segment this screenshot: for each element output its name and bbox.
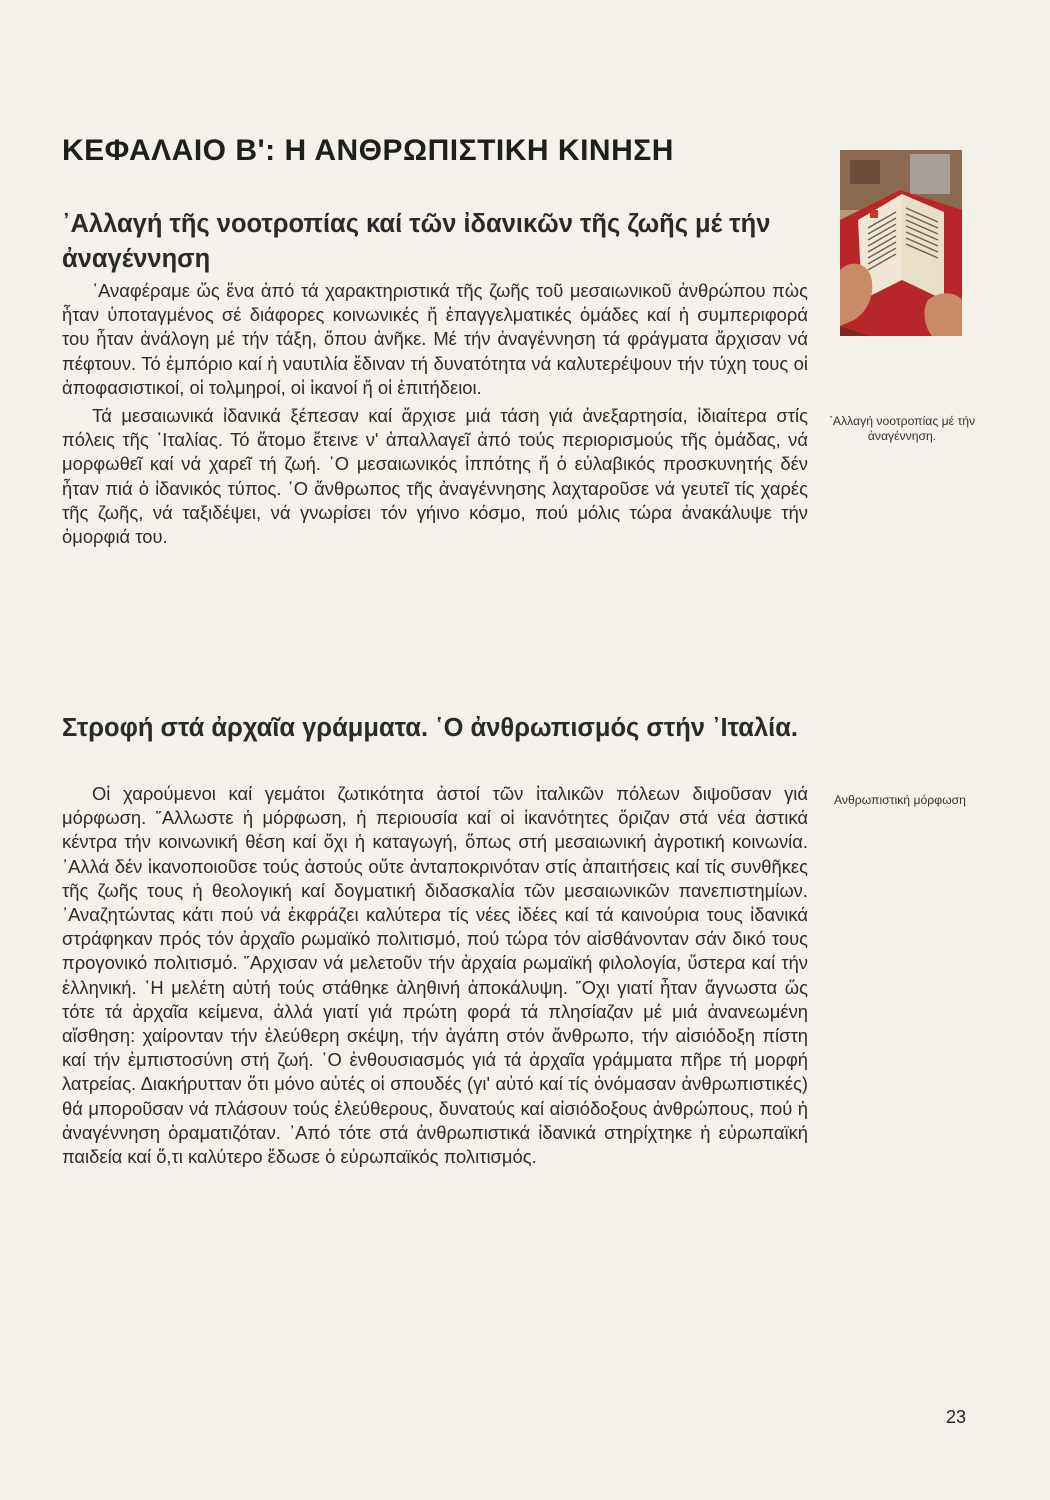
figure-caption: ᾿Αλλαγή νοοτροπίας μέ τήν ἀναγέννηση.: [828, 414, 976, 443]
paragraph: Οἱ χαρούμενοι καί γεμάτοι ζωτικότητα ἀστοί τῶν ἰταλικῶν πόλεων διψοῦσαν γιά μόρφωση. ῎Αλλωστε ἡ μόρφωση, ἡ περιουσία καί οἱ ἱκανότητες ὅριζαν στά νέα ἀστικά κέντρα τήν κοινωνική θέση καί ὄχι ἡ καταγωγή, ὅπως στή μεσαιωνική ἀγροτική κοινωνία. ᾿Αλλά δέν ἱκανοποιοῦσε τούς ἀστούς οὔτε ἀνταποκρινόταν στίς ἀπαιτήσεις καί τίς συνθῆκες τῆς ζωῆς τους ἡ θεολογική καί δογματική διδασκαλία τῶν μεσαιωνικῶν πανεπιστημίων. ᾿Αναζητώντας κάτι πού νά ἐκφράζει καλύτερα τίς νέες ἰδέες καί τά καινούρια τους ἰδανικά στράφηκαν πρός τόν ἀρχαῖο ρωμαϊκό πολιτισμό, πού τώρα τόν αἰσθάνονταν σάν δικό τους προγονικό πολιτισμό. ῎Αρχισαν νά μελετοῦν τήν ἀρχαία ρωμαϊκή φιλολογία, ὕστερα καί τήν ἑλληνική. ῾Η μελέτη αὐτή τούς στάθηκε ἀληθινή ἀποκάλυψη. ῎Οχι γιατί ἦταν ἄγνωστα ὥς τότε τά ἀρχαῖα κείμενα, ἀλλά γιατί γιά πρώτη φορά τά πλησίαζαν μέ μιά ἀνανεωμένη αἴσθηση: χαίρονταν τήν ἐλεύθερη σκέψη, τήν ἀγάπη στόν ἄνθρωπο, τήν αἰσιόδοξη πίστη καί τήν ἐμπιστοσύνη στή ζωή. ῾Ο ἐνθουσιασμός γιά τά ἀρχαῖα γράμματα πῆρε τή μορφή λατρείας. Διακήρυτταν ὅτι μόνο αὐτές οἱ σπουδές (γι' αὐτό καί τίς ὀνόμασαν ἀνθρωπιστικές) θά μποροῦσαν νά πλάσουν τούς ἐλεύθερους, δυνατούς καί αἰσιόδοξους ἀνθρώπους, πού ἡ ἀναγέννηση ὁραματιζόταν. ᾿Από τότε στά ἀνθρωπιστικά ἰδανικά στηρίχτηκε ἡ εὐρωπαϊκή παιδεία καί ὅ,τι καλύτερο ἔδωσε ὁ εὐρωπαϊκός πολιτισμός.: [62, 783, 808, 1168]
section-body-humanism: [62, 782, 808, 1169]
book-illustration-icon: [840, 150, 962, 336]
section-title-mentality: ᾿Αλλαγή τῆς νοοτροπίας καί τῶν ἰδανικῶν τῆς ζωῆς μέ τήν ἀναγέννηση: [62, 210, 771, 273]
section-title-humanism: Στροφή στά ἀρχαῖα γράμματα. ῾Ο ἀνθρωπισμός στήν ᾿Ιταλία.: [62, 714, 798, 742]
chapter-title: ΚΕΦΑΛΑΙΟ Β': Η ΑΝΘΡΩΠΙΣΤΙΚΗ ΚΙΝΗΣΗ: [62, 134, 674, 167]
illustration-open-book: [840, 150, 962, 336]
paragraph: Τά μεσαιωνικά ἰδανικά ξέπεσαν καί ἄρχισε μιά τάση γιά ἀνεξαρτησία, ἰδιαίτερα στίς πόλεις τῆς ᾿Ιταλίας. Τό ἄτομο ἔτεινε ν' ἀπαλλαγεῖ ἀπό τούς περιορισμούς τῆς ὁμάδας, νά μορφωθεῖ καί νά χαρεῖ τή ζωή. ῾Ο μεσαιωνικός ἱππότης ἤ ὁ εὐλαβικός προσκυνητής δέν ἦταν πιά ὁ ἰδανικός τύπος. ῾Ο ἄνθρωπος τῆς ἀναγέννησης λαχταροῦσε νά γευτεῖ τίς χαρές τῆς ζωῆς, νά ταξιδέψει, νά γνωρίσει τόν γήινο κόσμο, πού μόλις τώρα ἀνακάλυψε τήν ὀμορφιά του.: [62, 405, 808, 548]
margin-note-humanist-education: Ανθρωπιστική μόρφωση: [834, 793, 966, 807]
page-number: 23: [946, 1407, 967, 1427]
section-body-mentality: [62, 279, 808, 549]
paragraph: ᾿Αναφέραμε ὥς ἕνα ἀπό τά χαρακτηριστικά τῆς ζωῆς τοῦ μεσαιωνικοῦ ἀνθρώπου πὼς ἦταν ὑποταγμένος σέ διάφορες κοινωνικές ἤ ἐπαγγελματικές ὁμάδες καί ἡ συμπεριφορά του ἦταν ἀνάλογη μέ τήν τάξη, ὅπου ἀνῆκε. Μέ τήν ἀναγέννηση τά φράγματα ἄρχισαν νά πέφτουν. Τό ἐμπόριο καί ἡ ναυτιλία ἔδιναν τή δυνατότητα νά καλυτερέψουν τήν τύχη τους οἱ ἀποφασιστικοί, οἱ τολμηροί, οἱ ἱκανοί ἤ οἱ ἐπιτήδειοι.: [62, 280, 808, 398]
